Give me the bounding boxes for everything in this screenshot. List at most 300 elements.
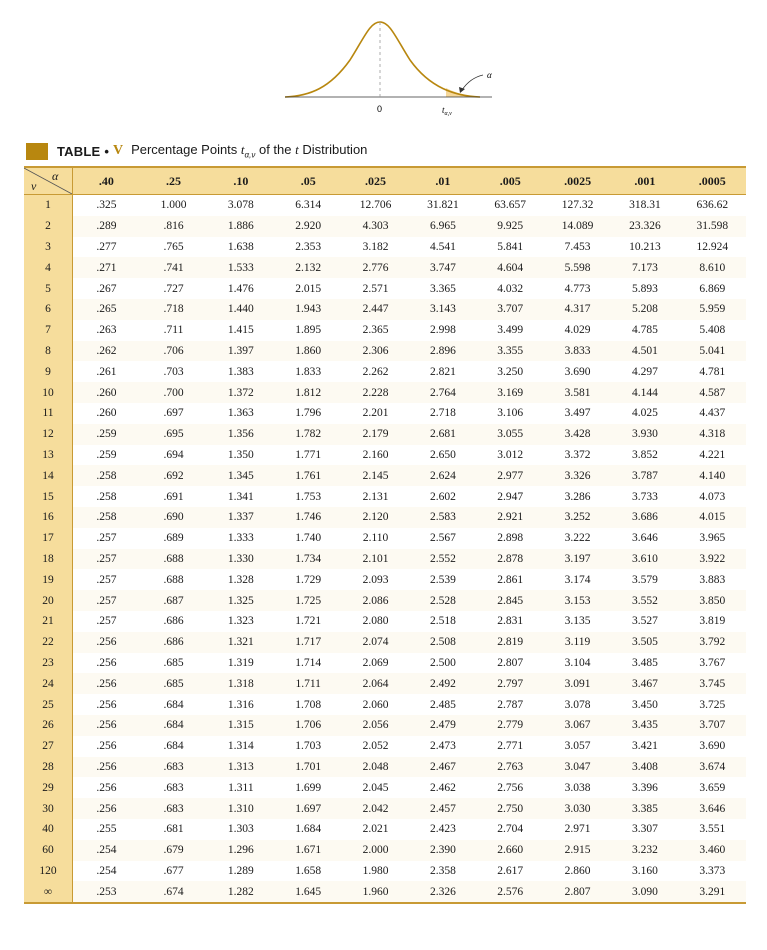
value-cell: 7.173 (611, 257, 678, 278)
value-cell: 2.915 (544, 840, 611, 861)
value-cell: .690 (140, 507, 207, 528)
value-cell: 2.771 (477, 736, 544, 757)
value-cell: 2.763 (477, 757, 544, 778)
value-cell: 1.671 (275, 840, 342, 861)
value-cell: 2.861 (477, 569, 544, 590)
value-cell: .259 (73, 424, 140, 445)
value-cell: 3.396 (611, 777, 678, 798)
value-cell: 2.704 (477, 819, 544, 840)
value-cell: 3.057 (544, 736, 611, 757)
value-cell: 2.064 (342, 673, 409, 694)
table-row (24, 465, 746, 486)
value-cell: 3.499 (477, 320, 544, 341)
value-cell: 3.767 (679, 653, 746, 674)
value-cell: 3.674 (679, 757, 746, 778)
value-cell: 4.144 (611, 382, 678, 403)
value-cell: 3.182 (342, 237, 409, 258)
value-cell: 3.646 (611, 528, 678, 549)
value-cell: 2.492 (409, 673, 476, 694)
table-row (24, 881, 746, 903)
value-cell: 2.447 (342, 299, 409, 320)
alpha-header-cell: .05 (275, 167, 342, 195)
value-cell: .711 (140, 320, 207, 341)
value-cell: .257 (73, 590, 140, 611)
value-cell: .677 (140, 861, 207, 882)
value-cell: 3.930 (611, 424, 678, 445)
df-cell: 1 (24, 195, 73, 216)
table-row (24, 798, 746, 819)
alpha-header-cell: .01 (409, 167, 476, 195)
alpha-header-cell: .005 (477, 167, 544, 195)
value-cell: 2.807 (477, 653, 544, 674)
df-cell: 6 (24, 299, 73, 320)
value-cell: 2.120 (342, 507, 409, 528)
value-cell: 1.363 (207, 403, 274, 424)
t-distribution-curve-figure (270, 8, 520, 120)
value-cell: .257 (73, 549, 140, 570)
value-cell: 2.797 (477, 673, 544, 694)
value-cell: 2.998 (409, 320, 476, 341)
value-cell: 1.645 (275, 881, 342, 903)
value-cell: 3.250 (477, 361, 544, 382)
value-cell: 1.333 (207, 528, 274, 549)
value-cell: .254 (73, 840, 140, 861)
value-cell: .256 (73, 798, 140, 819)
alpha-header-cell: .001 (611, 167, 678, 195)
value-cell: 4.604 (477, 257, 544, 278)
value-cell: 6.314 (275, 195, 342, 216)
value-cell: 4.785 (611, 320, 678, 341)
value-cell: 2.552 (409, 549, 476, 570)
value-cell: 1.746 (275, 507, 342, 528)
value-cell: 2.086 (342, 590, 409, 611)
value-cell: 2.131 (342, 486, 409, 507)
value-cell: 2.056 (342, 715, 409, 736)
value-cell: 2.567 (409, 528, 476, 549)
value-cell: 1.533 (207, 257, 274, 278)
value-cell: 4.773 (544, 278, 611, 299)
value-cell: 1.740 (275, 528, 342, 549)
value-cell: 3.428 (544, 424, 611, 445)
value-cell: 4.025 (611, 403, 678, 424)
value-cell: 1.325 (207, 590, 274, 611)
value-cell: 127.32 (544, 195, 611, 216)
value-cell: 4.303 (342, 216, 409, 237)
title-t-sub: α,ν (244, 150, 256, 160)
value-cell: 636.62 (679, 195, 746, 216)
value-cell: .256 (73, 632, 140, 653)
value-cell: 2.365 (342, 320, 409, 341)
value-cell: .692 (140, 465, 207, 486)
value-cell: 2.048 (342, 757, 409, 778)
value-cell: 14.089 (544, 216, 611, 237)
df-cell: 9 (24, 361, 73, 382)
value-cell: .700 (140, 382, 207, 403)
df-cell: ∞ (24, 881, 73, 903)
table-row (24, 757, 746, 778)
value-cell: 10.213 (611, 237, 678, 258)
arrowhead (459, 87, 465, 93)
table-row (24, 590, 746, 611)
value-cell: 2.807 (544, 881, 611, 903)
value-cell: 12.924 (679, 237, 746, 258)
value-cell: .263 (73, 320, 140, 341)
value-cell: 4.541 (409, 237, 476, 258)
value-cell: 3.222 (544, 528, 611, 549)
title-word: TABLE (57, 143, 101, 159)
value-cell: 3.646 (679, 798, 746, 819)
value-cell: 2.473 (409, 736, 476, 757)
df-cell: 14 (24, 465, 73, 486)
value-cell: 1.721 (275, 611, 342, 632)
t-label: t (442, 105, 445, 115)
value-cell: 1.833 (275, 361, 342, 382)
value-cell: 3.232 (611, 840, 678, 861)
value-cell: .697 (140, 403, 207, 424)
value-cell: 1.318 (207, 673, 274, 694)
value-cell: 3.365 (409, 278, 476, 299)
value-cell: 1.706 (275, 715, 342, 736)
value-cell: 2.500 (409, 653, 476, 674)
table-row (24, 299, 746, 320)
value-cell: 3.686 (611, 507, 678, 528)
df-cell: 3 (24, 237, 73, 258)
value-cell: 1.000 (140, 195, 207, 216)
value-cell: 2.390 (409, 840, 476, 861)
value-cell: 5.408 (679, 320, 746, 341)
value-cell: 1.440 (207, 299, 274, 320)
value-cell: 3.169 (477, 382, 544, 403)
value-cell: 2.080 (342, 611, 409, 632)
value-cell: 1.717 (275, 632, 342, 653)
value-cell: 1.303 (207, 819, 274, 840)
value-cell: 1.886 (207, 216, 274, 237)
value-cell: .256 (73, 757, 140, 778)
value-cell: 1.476 (207, 278, 274, 299)
value-cell: 3.355 (477, 341, 544, 362)
value-cell: 2.160 (342, 445, 409, 466)
value-cell: 2.602 (409, 486, 476, 507)
value-cell: 2.831 (477, 611, 544, 632)
table-row (24, 694, 746, 715)
value-cell: 2.764 (409, 382, 476, 403)
value-cell: 3.707 (477, 299, 544, 320)
table-row (24, 777, 746, 798)
value-cell: 2.539 (409, 569, 476, 590)
alpha-header-cell: .40 (73, 167, 140, 195)
value-cell: 2.787 (477, 694, 544, 715)
value-cell: .683 (140, 757, 207, 778)
df-cell: 8 (24, 341, 73, 362)
value-cell: 1.313 (207, 757, 274, 778)
value-cell: 3.965 (679, 528, 746, 549)
value-cell: 2.756 (477, 777, 544, 798)
alpha-header-cell: .25 (140, 167, 207, 195)
value-cell: 3.119 (544, 632, 611, 653)
value-cell: 1.638 (207, 237, 274, 258)
value-cell: 3.385 (611, 798, 678, 819)
value-cell: 2.042 (342, 798, 409, 819)
value-cell: 1.714 (275, 653, 342, 674)
value-cell: 1.729 (275, 569, 342, 590)
value-cell: 2.718 (409, 403, 476, 424)
value-cell: 1.708 (275, 694, 342, 715)
table-body (24, 195, 746, 904)
value-cell: .686 (140, 611, 207, 632)
corner-nu-symbol: ν (31, 179, 37, 193)
value-cell: 5.893 (611, 278, 678, 299)
value-cell: 2.132 (275, 257, 342, 278)
value-cell: 1.282 (207, 881, 274, 903)
value-cell: 1.397 (207, 341, 274, 362)
t-distribution-table (24, 166, 746, 904)
value-cell: 2.145 (342, 465, 409, 486)
value-cell: 3.787 (611, 465, 678, 486)
title-t-italic: t (295, 142, 299, 158)
value-cell: 318.31 (611, 195, 678, 216)
value-cell: 3.067 (544, 715, 611, 736)
value-cell: 1.345 (207, 465, 274, 486)
value-cell: 1.415 (207, 320, 274, 341)
value-cell: 3.690 (679, 736, 746, 757)
value-cell: 1.296 (207, 840, 274, 861)
value-cell: 1.323 (207, 611, 274, 632)
value-cell: 3.038 (544, 777, 611, 798)
df-cell: 120 (24, 861, 73, 882)
value-cell: 6.965 (409, 216, 476, 237)
value-cell: 3.291 (679, 881, 746, 903)
value-cell: 1.356 (207, 424, 274, 445)
value-cell: .256 (73, 673, 140, 694)
value-cell: .684 (140, 715, 207, 736)
value-cell: 1.725 (275, 590, 342, 611)
value-cell: 1.321 (207, 632, 274, 653)
table-row (24, 632, 746, 653)
value-cell: 2.353 (275, 237, 342, 258)
df-cell: 18 (24, 549, 73, 570)
value-cell: 2.971 (544, 819, 611, 840)
alpha-header-cell: .025 (342, 167, 409, 195)
table-row (24, 320, 746, 341)
value-cell: 2.021 (342, 819, 409, 840)
value-cell: 2.821 (409, 361, 476, 382)
value-cell: .741 (140, 257, 207, 278)
df-cell: 23 (24, 653, 73, 674)
value-cell: 2.508 (409, 632, 476, 653)
value-cell: 1.330 (207, 549, 274, 570)
value-cell: .259 (73, 445, 140, 466)
value-cell: 7.453 (544, 237, 611, 258)
value-cell: 3.497 (544, 403, 611, 424)
value-cell: 3.581 (544, 382, 611, 403)
value-cell: .256 (73, 736, 140, 757)
value-cell: 1.960 (342, 881, 409, 903)
value-cell: .260 (73, 403, 140, 424)
value-cell: 5.598 (544, 257, 611, 278)
value-cell: 3.078 (544, 694, 611, 715)
value-cell: 4.317 (544, 299, 611, 320)
value-cell: 2.358 (409, 861, 476, 882)
value-cell: .265 (73, 299, 140, 320)
zero-label: 0 (377, 104, 383, 114)
value-cell: 3.055 (477, 424, 544, 445)
value-cell: 3.047 (544, 757, 611, 778)
value-cell: 3.153 (544, 590, 611, 611)
value-cell: 2.845 (477, 590, 544, 611)
value-cell: 2.650 (409, 445, 476, 466)
title-desc-pre: Percentage Points (131, 142, 238, 158)
value-cell: 2.617 (477, 861, 544, 882)
value-cell: .691 (140, 486, 207, 507)
value-cell: 2.576 (477, 881, 544, 903)
df-cell: 19 (24, 569, 73, 590)
table-row (24, 382, 746, 403)
value-cell: 2.479 (409, 715, 476, 736)
table-row (24, 653, 746, 674)
value-cell: 1.782 (275, 424, 342, 445)
value-cell: .727 (140, 278, 207, 299)
value-cell: 3.143 (409, 299, 476, 320)
value-cell: 2.896 (409, 341, 476, 362)
value-cell: 2.583 (409, 507, 476, 528)
value-cell: .253 (73, 881, 140, 903)
df-cell: 27 (24, 736, 73, 757)
value-cell: 2.467 (409, 757, 476, 778)
value-cell: .258 (73, 486, 140, 507)
value-cell: 2.947 (477, 486, 544, 507)
value-cell: .289 (73, 216, 140, 237)
value-cell: 3.747 (409, 257, 476, 278)
value-cell: 3.883 (679, 569, 746, 590)
title-desc-mid: of the (258, 142, 292, 158)
table-row (24, 486, 746, 507)
value-cell: 3.197 (544, 549, 611, 570)
value-cell: .674 (140, 881, 207, 903)
value-cell: 3.373 (679, 861, 746, 882)
value-cell: 3.104 (544, 653, 611, 674)
value-cell: 1.895 (275, 320, 342, 341)
value-cell: 2.819 (477, 632, 544, 653)
value-cell: 1.796 (275, 403, 342, 424)
value-cell: 2.485 (409, 694, 476, 715)
value-cell: 1.350 (207, 445, 274, 466)
value-cell: 2.423 (409, 819, 476, 840)
value-cell: 3.852 (611, 445, 678, 466)
value-cell: .765 (140, 237, 207, 258)
value-cell: 3.610 (611, 549, 678, 570)
df-cell: 26 (24, 715, 73, 736)
title-color-square (26, 143, 48, 160)
value-cell: 3.850 (679, 590, 746, 611)
value-cell: 3.090 (611, 881, 678, 903)
header-row (24, 167, 746, 195)
df-cell: 17 (24, 528, 73, 549)
value-cell: 4.437 (679, 403, 746, 424)
value-cell: .325 (73, 195, 140, 216)
value-cell: .684 (140, 694, 207, 715)
value-cell: 2.228 (342, 382, 409, 403)
value-cell: 3.460 (679, 840, 746, 861)
value-cell: 3.286 (544, 486, 611, 507)
value-cell: 2.093 (342, 569, 409, 590)
value-cell: 4.297 (611, 361, 678, 382)
value-cell: 1.699 (275, 777, 342, 798)
value-cell: .683 (140, 777, 207, 798)
value-cell: 1.383 (207, 361, 274, 382)
df-cell: 5 (24, 278, 73, 299)
value-cell: 1.980 (342, 861, 409, 882)
value-cell: 2.052 (342, 736, 409, 757)
table-row (24, 569, 746, 590)
df-cell: 29 (24, 777, 73, 798)
value-cell: 1.289 (207, 861, 274, 882)
value-cell: 12.706 (342, 195, 409, 216)
value-cell: 3.421 (611, 736, 678, 757)
value-cell: .689 (140, 528, 207, 549)
value-cell: 3.307 (611, 819, 678, 840)
value-cell: .256 (73, 694, 140, 715)
value-cell: 3.252 (544, 507, 611, 528)
alpha-header-cell: .0005 (679, 167, 746, 195)
table-row (24, 424, 746, 445)
density-curve (285, 22, 480, 97)
value-cell: 3.135 (544, 611, 611, 632)
value-cell: 3.552 (611, 590, 678, 611)
value-cell: .684 (140, 736, 207, 757)
value-cell: 1.319 (207, 653, 274, 674)
value-cell: 3.505 (611, 632, 678, 653)
df-cell: 25 (24, 694, 73, 715)
df-cell: 12 (24, 424, 73, 445)
title-desc-post: Distribution (302, 142, 368, 158)
value-cell: 3.690 (544, 361, 611, 382)
value-cell: 2.462 (409, 777, 476, 798)
table-row (24, 840, 746, 861)
t-distribution-table-container (24, 166, 746, 904)
value-cell: .258 (73, 507, 140, 528)
value-cell: 2.201 (342, 403, 409, 424)
df-cell: 11 (24, 403, 73, 424)
value-cell: 1.701 (275, 757, 342, 778)
value-cell: 31.821 (409, 195, 476, 216)
value-cell: 1.658 (275, 861, 342, 882)
value-cell: .257 (73, 569, 140, 590)
value-cell: .685 (140, 673, 207, 694)
value-cell: 2.920 (275, 216, 342, 237)
value-cell: 3.819 (679, 611, 746, 632)
t-subscript: α,ν (444, 111, 452, 117)
df-cell: 10 (24, 382, 73, 403)
value-cell: 3.160 (611, 861, 678, 882)
value-cell: 2.878 (477, 549, 544, 570)
value-cell: 3.467 (611, 673, 678, 694)
value-cell: 2.457 (409, 798, 476, 819)
value-cell: 4.587 (679, 382, 746, 403)
value-cell: .685 (140, 653, 207, 674)
table-row (24, 549, 746, 570)
value-cell: 2.776 (342, 257, 409, 278)
df-cell: 28 (24, 757, 73, 778)
value-cell: .681 (140, 819, 207, 840)
value-cell: 9.925 (477, 216, 544, 237)
value-cell: 6.869 (679, 278, 746, 299)
df-cell: 22 (24, 632, 73, 653)
value-cell: 1.703 (275, 736, 342, 757)
value-cell: 3.659 (679, 777, 746, 798)
alpha-pointer-arrow (462, 75, 483, 90)
value-cell: .718 (140, 299, 207, 320)
value-cell: .706 (140, 341, 207, 362)
